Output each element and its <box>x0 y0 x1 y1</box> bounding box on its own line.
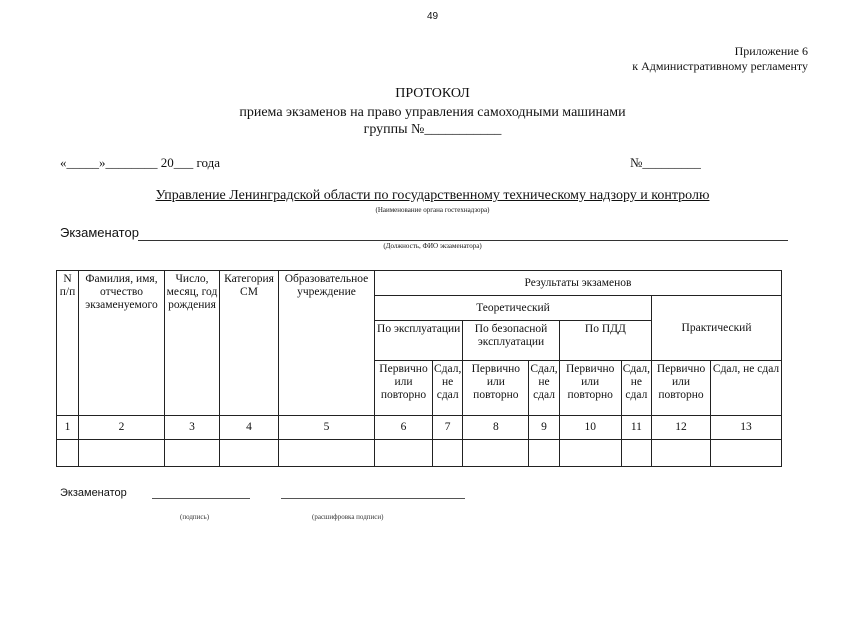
empty-cell[interactable] <box>279 440 375 467</box>
header-np: N п/п <box>57 271 79 416</box>
header-theoretical: Теоретический <box>375 296 652 321</box>
empty-cell[interactable] <box>652 440 711 467</box>
footer-examiner-label: Экзаменатор <box>60 487 127 499</box>
examiner-label: Экзаменатор <box>60 225 139 240</box>
appendix-note <box>632 44 808 74</box>
header-first-or-repeat: Первично или повторно <box>463 361 529 416</box>
column-number: 5 <box>279 416 375 440</box>
header-name: Фамилия, имя, отчество экзаменуемого <box>79 271 165 416</box>
column-number: 1 <box>57 416 79 440</box>
table-row <box>57 440 782 467</box>
empty-cell[interactable] <box>559 440 621 467</box>
column-number: 2 <box>79 416 165 440</box>
header-passed: Сдал, не сдал <box>621 361 651 416</box>
exam-results-table <box>56 270 782 467</box>
header-passed: Сдал, не сдал <box>529 361 559 416</box>
empty-cell[interactable] <box>57 440 79 467</box>
organization-name: Управление Ленинградской области по государственному техническому надзору и контролю <box>155 188 710 203</box>
empty-cell[interactable] <box>433 440 463 467</box>
signature-decoding-caption: (расшифровка подписи) <box>312 513 384 521</box>
organization-caption: (Наименование органа гостехнадзора) <box>375 206 490 214</box>
header-dob: Число, месяц, год рождения <box>165 271 220 416</box>
appendix-line2: к Административному регламенту <box>632 59 808 73</box>
header-exploitation: По эксплуатации <box>375 321 463 361</box>
header-category: Категория СМ <box>220 271 279 416</box>
header-first-or-repeat: Первично или повторно <box>559 361 621 416</box>
header-safe-exploitation: По безопасной эксплуатации <box>463 321 559 361</box>
empty-cell[interactable] <box>529 440 559 467</box>
column-number: 12 <box>652 416 711 440</box>
column-number: 3 <box>165 416 220 440</box>
date-line: «_____»________ 20___ года <box>60 155 221 170</box>
header-pdd: По ПДД <box>559 321 651 361</box>
header-results: Результаты экзаменов <box>375 271 782 296</box>
column-number: 13 <box>711 416 782 440</box>
appendix-line1: Приложение 6 <box>734 44 808 58</box>
column-number: 11 <box>621 416 651 440</box>
examiner-line <box>138 240 788 241</box>
signature-decoding-line <box>281 498 465 499</box>
column-number: 9 <box>529 416 559 440</box>
empty-cell[interactable] <box>711 440 782 467</box>
empty-cell[interactable] <box>463 440 529 467</box>
protocol-group: группы №___________ <box>363 122 502 137</box>
empty-cell[interactable] <box>165 440 220 467</box>
column-number: 7 <box>433 416 463 440</box>
protocol-subtitle: приема экзаменов на право управления самоходными машинами <box>239 105 626 120</box>
column-number: 6 <box>375 416 433 440</box>
column-number: 8 <box>463 416 529 440</box>
signature-line <box>152 498 250 499</box>
empty-cell[interactable] <box>220 440 279 467</box>
empty-cell[interactable] <box>621 440 651 467</box>
column-number: 10 <box>559 416 621 440</box>
examiner-caption: (Должность, ФИО экзаменатора) <box>383 242 482 250</box>
number-line: №_________ <box>630 155 701 170</box>
empty-cell[interactable] <box>375 440 433 467</box>
header-passed: Сдал, не сдал <box>711 361 782 416</box>
signature-caption: (подпись) <box>180 513 210 521</box>
header-practical: Практический <box>652 296 782 361</box>
empty-cell[interactable] <box>79 440 165 467</box>
header-first-or-repeat: Первично или повторно <box>652 361 711 416</box>
page-number: 49 <box>426 11 439 22</box>
header-school: Образовательное учреждение <box>279 271 375 416</box>
header-passed: Сдал, не сдал <box>433 361 463 416</box>
protocol-title: ПРОТОКОЛ <box>395 86 470 101</box>
column-number: 4 <box>220 416 279 440</box>
header-first-or-repeat: Первично или повторно <box>375 361 433 416</box>
